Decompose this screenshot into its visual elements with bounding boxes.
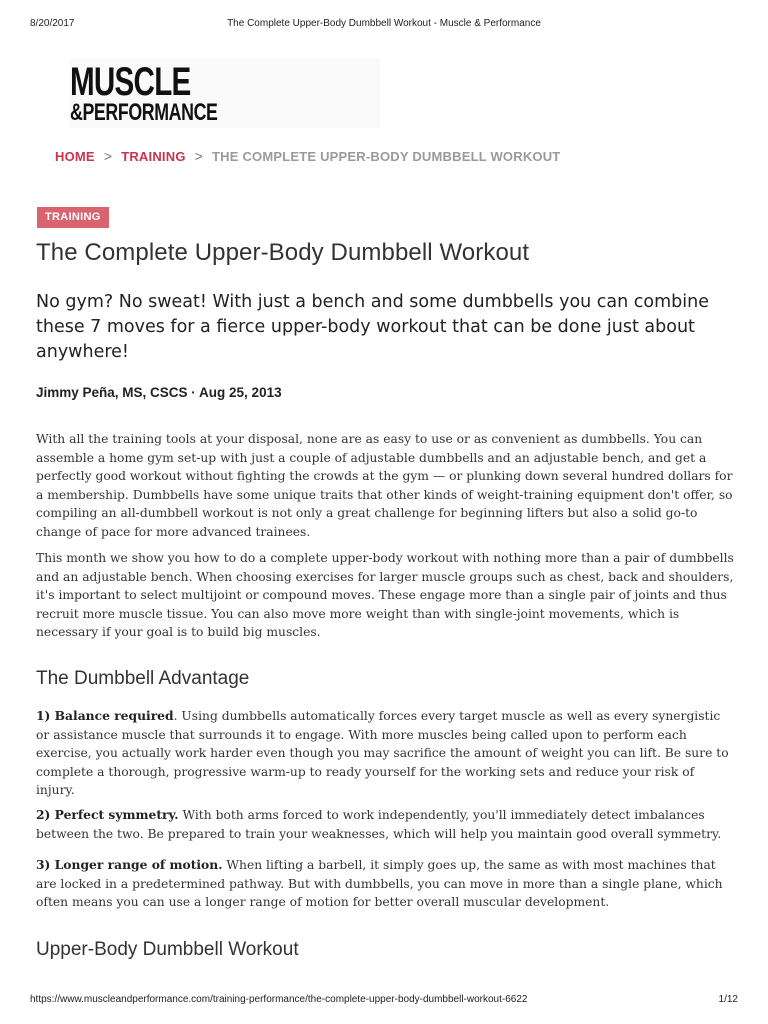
advantage-item-text: With both arms forced to work independently, you'll immediately detect imbalances between the two. Be prepared to train your weaknesses, which will help you maintain good overall symmetry.	[36, 808, 722, 841]
breadcrumb-training-link[interactable]: TRAINING	[121, 149, 186, 164]
article-byline: Jimmy Peña, MS, CSCS · Aug 25, 2013	[36, 385, 282, 400]
print-date: 8/20/2017	[30, 18, 75, 29]
section-heading-dumbbell-advantage: The Dumbbell Advantage	[36, 668, 250, 689]
breadcrumb-current-page: THE COMPLETE UPPER-BODY DUMBBELL WORKOUT	[212, 149, 561, 164]
breadcrumb-separator-icon: >	[194, 148, 204, 164]
article-paragraph: This month we show you how to do a complete upper-body workout with nothing more than a pair of dumbbells and an adjustable bench. When choosing exercises for larger muscle groups such as chest, back and shoulders, it's important to select multijoint or compound moves. These engage more than a single pair of joints and thus recruit more muscle tissue. You can also move more weight than with single-joint movements, which is necessary if your goal is to build big muscles.	[36, 551, 734, 639]
article-title: The Complete Upper-Body Dumbbell Workout	[36, 239, 530, 266]
advantage-item-lead: 2) Perfect symmetry.	[36, 807, 179, 822]
logo-line-1: MUSCLE	[70, 60, 191, 104]
breadcrumb	[55, 148, 560, 164]
print-url: https://www.muscleandperformance.com/training-performance/the-complete-upper-body-dumbbell-workout-6622	[30, 994, 528, 1005]
breadcrumb-home-link[interactable]: HOME	[55, 149, 95, 164]
site-logo[interactable]	[70, 60, 218, 126]
print-page-number: 1/12	[718, 994, 738, 1005]
advantage-item-text: When lifting a barbell, it simply goes up, the same as with most machines that are locked in a predetermined pathway. But with dumbbells, you can move in more than a single plane, which often means you can use a longer range of motion for better overall muscular development.	[36, 858, 723, 909]
logo-line-2: &PERFORMANCE	[70, 98, 218, 126]
site-header	[70, 58, 380, 128]
advantage-item	[36, 707, 736, 800]
article-subtitle: No gym? No sweat! With just a bench and some dumbbells you can combine these 7 moves for a fierce upper-body workout that can be done just about anywhere!	[36, 292, 710, 362]
section-heading-upper-body-workout: Upper-Body Dumbbell Workout	[36, 939, 299, 960]
print-footer	[30, 994, 738, 1008]
advantage-item-lead: 3) Longer range of motion.	[36, 857, 223, 872]
advantage-item	[36, 806, 736, 843]
advantage-item-text: . Using dumbbells automatically forces every target muscle as well as every synergistic or assistance muscle that surrounds it to engage. With more muscles being called upon to perform each exercise, you actually work harder even though you may sacrifice the amount of weight you can lift. Be sure to complete a thorough, progressive warm-up to ready yourself for the working sets and reduce your risk of injury.	[36, 709, 729, 797]
advantage-item	[36, 856, 736, 912]
advantage-item-lead: 1) Balance required	[36, 708, 174, 723]
print-header	[30, 18, 738, 32]
breadcrumb-separator-icon: >	[103, 148, 113, 164]
print-page-title: The Complete Upper-Body Dumbbell Workout - Muscle & Performance	[227, 18, 541, 29]
category-tag-training[interactable]: TRAINING	[37, 207, 109, 228]
article-paragraph: With all the training tools at your disposal, none are as easy to use or as convenient as dumbbells. You can assemble a home gym set-up with just a couple of adjustable dumbbells and an adjustable bench, and get a perfectly good workout without fighting the crowds at the gym — or plunking down several hundred dollars for a membership. Dumbbells have some unique traits that other kinds of weight-training equipment don't offer, so compiling an all-dumbbell workout is not only a great challenge for beginning lifters but also a solid go-to change of pace for more advanced trainees.	[36, 432, 733, 539]
